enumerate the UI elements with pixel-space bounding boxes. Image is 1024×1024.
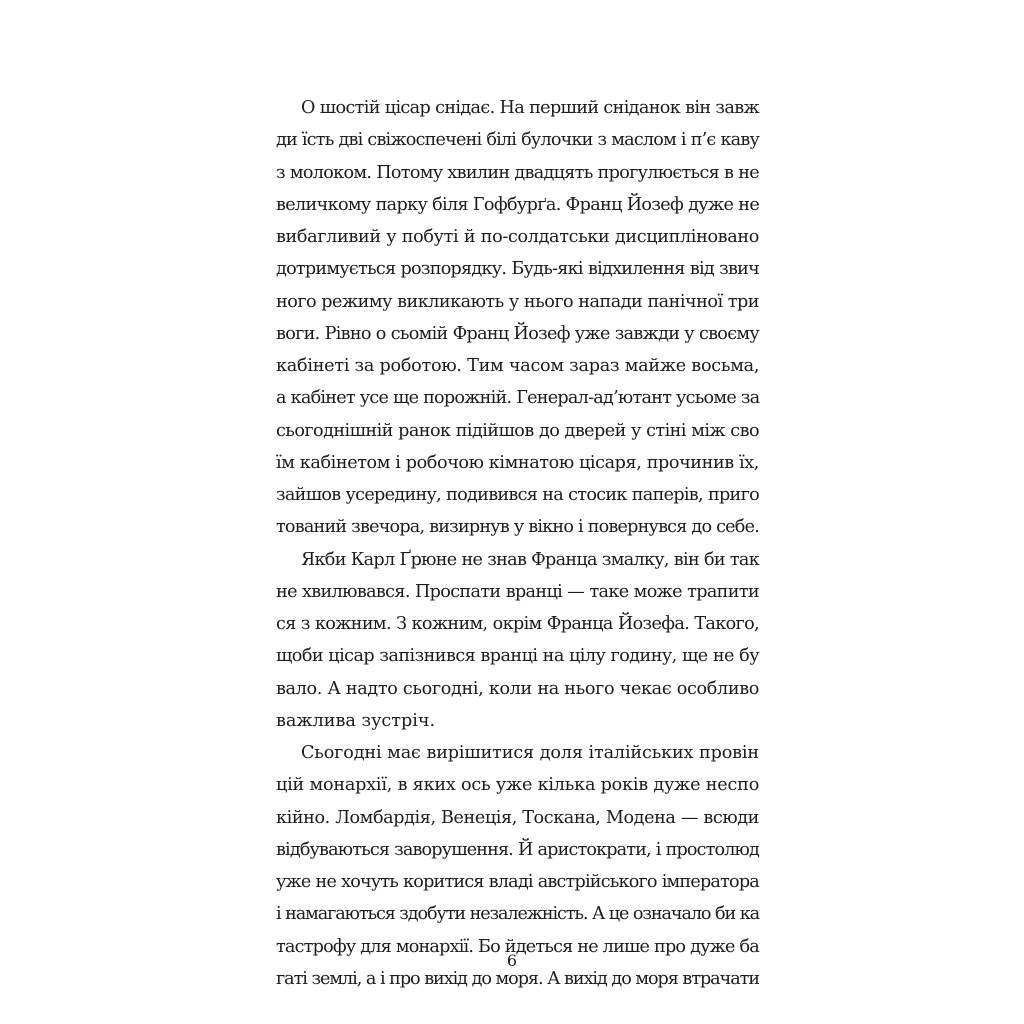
text-line: дотримується розпорядку. Будь-які відхилення від звич	[276, 259, 759, 280]
text-line: вало. А надто сьогодні, коли на нього чекає особливо	[276, 678, 759, 699]
text-line: Якби Карл Ґрюне не знав Франца змалку, він би так	[301, 549, 759, 570]
text-line: величкому парку біля Гофбурґа. Франц Йозеф дуже не	[276, 194, 760, 215]
text-line: тований звечора, визирнув у вікно і повернувся до себе.	[276, 517, 759, 538]
text-line: Сьогодні має вирішитися доля італійських провін	[301, 743, 759, 763]
text-line: і намагаються здобути незалежність. А це означало би ка	[276, 904, 759, 925]
text-line: щоби цісар запізнився вранці на цілу годину, ще не бу	[276, 646, 759, 667]
text-line: ди їсть дві свіжоспечені білі булочки з маслом і п’є каву	[276, 130, 759, 151]
text-line: ного режиму викликають у нього напади панічної три	[276, 291, 759, 312]
text-line: цій монархії, в яких ось уже кілька років дуже неспо	[276, 775, 760, 796]
body-text	[276, 92, 759, 995]
text-line: уже не хочуть коритися владі австрійського імператора	[276, 872, 759, 892]
text-line: гаті землі, а і про вихід до моря. А вихід до моря втрачати	[276, 968, 759, 989]
text-line: з молоком. Потому хвилин двадцять прогулюється в не	[276, 162, 759, 183]
text-line: не хвилювався. Проспати вранці — таке може трапити	[276, 581, 759, 602]
text-line: кійно. Ломбардія, Венеція, Тоскана, Модена — всюди	[276, 807, 759, 828]
page-number: 6	[506, 951, 518, 970]
text-line: відбуваються заворушення. Й аристократи, і простолюд	[276, 839, 759, 860]
text-line: а кабінет усе ще порожній. Генерал-ад’ютант усьоме за	[276, 388, 760, 409]
text-line: важлива зустріч.	[276, 710, 436, 731]
text-line: їм кабінетом і робочою кімнатою цісаря, прочинив їх,	[276, 452, 759, 473]
text-line: тастрофу для монархії. Бо йдеться не лише про дуже ба	[276, 936, 759, 957]
text-line: О шостій цісар снідає. На перший сніданок він завж	[301, 98, 759, 118]
text-line: сьогоднішній ранок підійшов до дверей у стіні між сво	[276, 420, 759, 441]
text-line: ся з кожним. З кожним, окрім Франца Йозефа. Такого,	[276, 614, 759, 634]
text-line: воги. Рівно о сьомій Франц Йозеф уже завжди у своєму	[276, 323, 759, 344]
text-line: зайшов усередину, подивився на стосик паперів, приго	[276, 485, 759, 505]
text-line: кабінеті за роботою. Тим часом зараз майже восьма,	[276, 356, 760, 376]
text-line: вибагливий у побуті й по-солдатськи дисципліновано	[276, 227, 759, 247]
